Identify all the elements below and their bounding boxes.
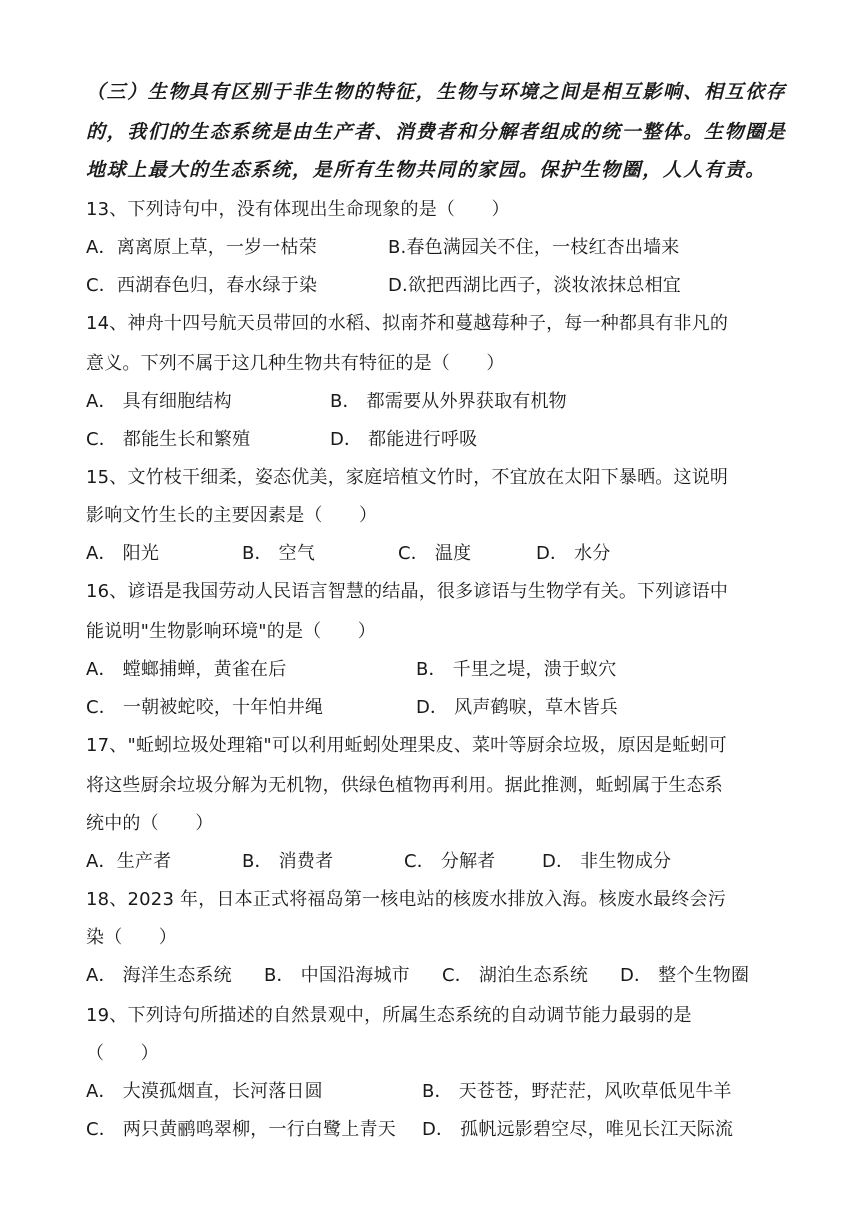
question-16-option-a: A． 螳螂捕蝉，黄雀在后 [86, 659, 287, 680]
question-17-stem-line-2: 将这些厨余垃圾分解为无机物，供绿色植物再利用。据此推测，蚯蚓属于生态系 [86, 775, 723, 796]
question-14-option-d: D． 都能进行呼吸 [330, 429, 478, 450]
question-13-option-b: B.春色满园关不住，一枝红杏出墙来 [388, 237, 680, 258]
question-15-stem-line-2: 影响文竹生长的主要因素是（ ） [86, 505, 378, 526]
question-16-option-b: B． 千里之堤，溃于蚁穴 [416, 659, 617, 680]
question-18-stem-line-1: 18、2023 年，日本正式将福岛第一核电站的核废水排放入海。核废水最终会污 [86, 889, 727, 910]
question-19-stem-line-2: （ ） [86, 1043, 159, 1064]
question-15-option-c: C． 温度 [398, 543, 472, 564]
question-14-option-a: A． 具有细胞结构 [86, 391, 232, 412]
question-17-options-row [86, 844, 786, 880]
question-13-option-d: D.欲把西湖比西子，淡妆浓抹总相宜 [388, 275, 681, 296]
question-13-option-a: A．离离原上草，一岁一枯荣 [86, 237, 317, 258]
question-19-option-d: D． 孤帆远影碧空尽，唯见长江天际流 [422, 1119, 734, 1140]
question-18-options-row [86, 958, 786, 994]
question-14-options-row-1 [86, 384, 786, 420]
question-16-option-d: D． 风声鹤唳，草木皆兵 [416, 697, 618, 718]
question-13-options-row-1 [86, 230, 786, 266]
question-16-options-row-1 [86, 652, 786, 688]
intro-line-2: 的，我们的生态系统是由生产者、消费者和分解者组成的统一整体。生物圈是 [86, 121, 787, 143]
question-16-option-c: C． 一朝被蛇咬，十年怕井绳 [86, 697, 324, 718]
question-17-option-b: B． 消费者 [242, 851, 334, 872]
question-14-stem-line-1: 14、神舟十四号航天员带回的水稻、拟南芥和蔓越莓种子，每一种都具有非凡的 [86, 313, 729, 334]
question-17-option-d: D． 非生物成分 [542, 851, 672, 872]
question-15-option-a: A． 阳光 [86, 543, 160, 564]
question-19-option-a: A． 大漠孤烟直，长河落日圆 [86, 1081, 323, 1102]
question-18-option-d: D． 整个生物圈 [620, 965, 750, 986]
question-13-stem: 13、下列诗句中，没有体现出生命现象的是（ ） [86, 199, 510, 220]
intro-line-1: （三）生物具有区别于非生物的特征，生物与环境之间是相互影响、相互依存 [86, 81, 787, 103]
question-18-option-c: C． 湖泊生态系统 [442, 965, 589, 986]
question-19-options-row-1 [86, 1074, 786, 1110]
question-17-stem-line-3: 统中的（ ） [86, 813, 214, 834]
question-19-options-row-2 [86, 1112, 786, 1148]
question-18-option-b: B． 中国沿海城市 [264, 965, 410, 986]
question-19-stem-line-1: 19、下列诗句所描述的自然景观中，所属生态系统的自动调节能力最弱的是 [86, 1005, 692, 1026]
question-19-option-b: B． 天苍苍，野茫茫，风吹草低见牛羊 [422, 1081, 732, 1102]
question-16-stem-line-2: 能说明"生物影响环境"的是（ ） [86, 621, 376, 642]
question-17-option-a: A．生产者 [86, 851, 172, 872]
question-13-option-c: C．西湖春色归，春水绿于染 [86, 275, 318, 296]
question-15-options-row [86, 536, 786, 572]
intro-line-3: 地球上最大的生态系统，是所有生物共同的家园。保护生物圈，人人有责。 [86, 159, 766, 181]
question-14-option-c: C． 都能生长和繁殖 [86, 429, 251, 450]
question-16-stem-line-1: 16、谚语是我国劳动人民语言智慧的结晶，很多谚语与生物学有关。下列谚语中 [86, 581, 729, 602]
question-15-stem-line-1: 15、文竹枝干细柔，姿态优美，家庭培植文竹时，不宜放在太阳下暴晒。这说明 [86, 467, 729, 488]
question-19-option-c: C． 两只黄鹂鸣翠柳，一行白鹭上青天 [86, 1119, 396, 1140]
question-14-option-b: B． 都需要从外界获取有机物 [330, 391, 567, 412]
question-18-stem-line-2: 染（ ） [86, 927, 177, 948]
question-15-option-b: B． 空气 [242, 543, 316, 564]
question-18-option-a: A． 海洋生态系统 [86, 965, 232, 986]
question-14-stem-line-2: 意义。下列不属于这几种生物共有特征的是（ ） [86, 353, 505, 374]
question-17-stem-line-1: 17、"蚯蚓垃圾处理箱"可以利用蚯蚓处理果皮、菜叶等厨余垃圾，原因是蚯蚓可 [86, 735, 727, 756]
question-17-option-c: C． 分解者 [404, 851, 496, 872]
question-14-options-row-2 [86, 422, 786, 458]
question-13-options-row-2 [86, 268, 786, 304]
question-16-options-row-2 [86, 690, 786, 726]
question-15-option-d: D． 水分 [536, 543, 611, 564]
